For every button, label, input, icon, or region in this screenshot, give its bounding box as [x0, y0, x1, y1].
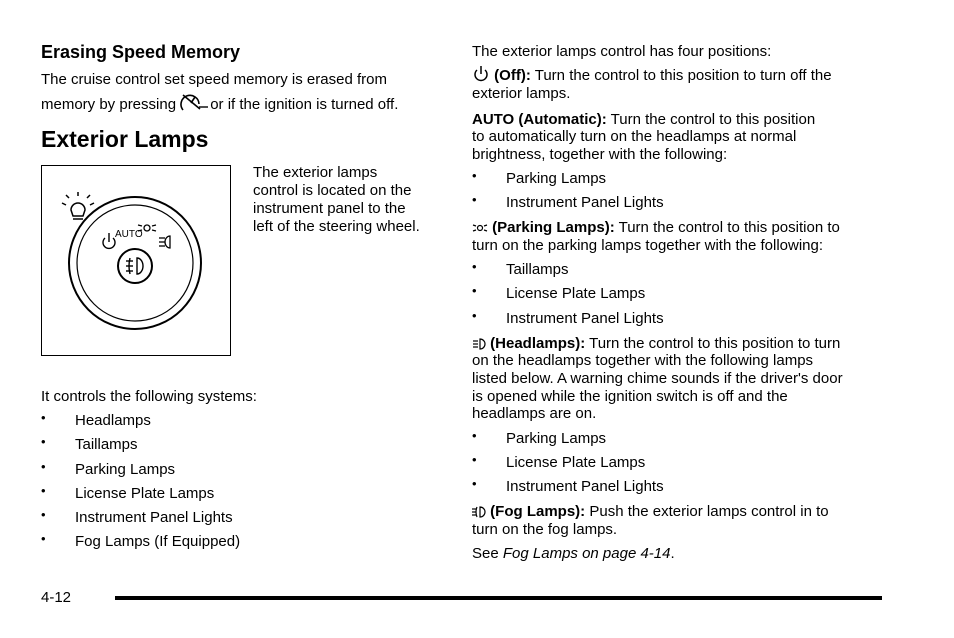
caption-line: left of the steering wheel.: [253, 218, 420, 235]
parking-position-icon: [138, 225, 156, 231]
auto-position-line3: brightness, together with the following:: [472, 146, 728, 163]
page-number: 4-12: [41, 589, 72, 606]
figure-caption: [253, 164, 453, 236]
off-label: (Off):: [494, 67, 531, 84]
positions-intro: The exterior lamps control has four positions:: [472, 43, 772, 60]
caption-line: instrument panel to the: [253, 200, 406, 217]
speed-text-line1: The cruise control set speed memory is erased from: [41, 71, 387, 88]
speed-text-line2: [41, 92, 398, 117]
headlamps-text: Turn the control to this position to turn: [589, 335, 841, 352]
see-prefix: See: [472, 545, 499, 562]
auto-position-label: AUTO: [115, 229, 143, 240]
off-position-line2: exterior lamps.: [472, 85, 571, 102]
parking-label: (Parking Lamps):: [492, 219, 615, 236]
fog-lamps-label: (Fog Lamps):: [490, 503, 586, 520]
auto-position-line2: to automatically turn on the headlamps at normal: [472, 128, 797, 145]
speed-text-part-a: memory by pressing: [41, 96, 177, 113]
section-heading-erasing-speed-memory: Erasing Speed Memory: [41, 42, 241, 62]
off-text: Turn the control to this position to turn off the: [534, 67, 832, 84]
exterior-lamps-control-figure: [41, 165, 231, 356]
fog-lamps-text: Push the exterior lamps control in to: [589, 503, 829, 520]
footer-rule: [115, 596, 882, 600]
caption-line: control is located on the: [253, 182, 412, 199]
headlamps-label: (Headlamps):: [490, 335, 586, 352]
headlamp-position-line2: on the headlamps together with the following lamps: [472, 352, 814, 369]
headlamp-position-line4: is opened while the ignition switch is off and the: [472, 388, 788, 405]
section-heading-exterior-lamps: Exterior Lamps: [41, 126, 209, 152]
see-reference: [472, 545, 675, 563]
auto-label: AUTO (Automatic):: [472, 111, 607, 128]
speed-text-part-b: or if the ignition is turned off.: [210, 96, 399, 113]
fog-lamp-line2: turn on the fog lamps.: [472, 521, 618, 538]
controls-intro: It controls the following systems:: [41, 388, 257, 405]
lamp-control-illustration: [42, 166, 229, 354]
auto-text: Turn the control to this position: [610, 111, 816, 128]
auto-position-line1: [472, 111, 815, 129]
caption-line: The exterior lamps: [253, 164, 378, 181]
headlamp-position-line3: listed below. A warning chime sounds if the driver's door: [472, 370, 843, 387]
headlamp-position-icon: [159, 236, 170, 248]
off-position-icon: [103, 233, 115, 248]
fog-lamps-cross-reference-link[interactable]: Fog Lamps on page 4-14: [502, 545, 671, 562]
see-suffix: .: [670, 545, 675, 562]
fog-lamp-icon: [126, 258, 143, 274]
parking-text: Turn the control to this position to: [618, 219, 840, 236]
headlamp-position-line5: headlamps are on.: [472, 405, 597, 422]
cruise-cancel-icon: [180, 92, 210, 117]
parking-position-line2: turn on the parking lamps together with the following:: [472, 237, 824, 254]
